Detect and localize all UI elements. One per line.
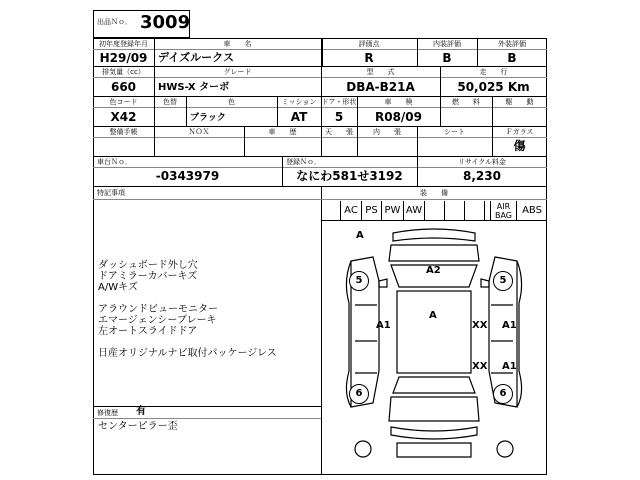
grade-value: HWS-X ターボ — [158, 82, 230, 93]
equip-blank — [321, 201, 341, 220]
first-reg-value: H29/09 — [99, 51, 148, 65]
displacement-label: 排気量（cc） — [102, 68, 145, 76]
interior-score-value: B — [442, 51, 452, 65]
inspection-label: 車 検 — [384, 98, 413, 106]
grade-label: グレード — [223, 68, 252, 76]
front-glass-value: 傷 — [513, 139, 526, 153]
equip-aw: AW — [404, 201, 425, 220]
interior-score-label: 内装評価 — [433, 40, 461, 48]
lower-left-wheel — [355, 441, 371, 457]
model-code-value: DBA-B21A — [346, 80, 415, 94]
repair-history-value: 有 — [136, 406, 146, 417]
rear-lower-outline — [397, 443, 471, 457]
reg-no-value: なにわ581せ3192 — [296, 169, 403, 183]
equip-ac: AC — [341, 201, 362, 220]
exterior-score-label: 外装評価 — [498, 40, 526, 48]
remark-line: エマージェンシーブレーキ — [98, 315, 217, 326]
remark-line: A/Wキズ — [98, 282, 138, 293]
color-value: ブラック — [190, 113, 226, 123]
hood-outline — [389, 245, 479, 261]
front-bumper-outline — [393, 229, 475, 241]
history-label: 車 歴 — [268, 128, 297, 136]
mileage-value: 50,025 Km — [457, 80, 530, 94]
repair-note: センターピラー歪 — [98, 421, 178, 432]
sunroof-label: 天 張 — [325, 128, 353, 136]
car-name-value: デイズルークス — [158, 51, 235, 64]
color-label: 色 — [228, 98, 235, 106]
drive-label: 駆 動 — [505, 98, 534, 106]
damage-right-front-xx: XX — [472, 320, 488, 331]
fuel-label: 燃 料 — [452, 98, 480, 106]
left-mirror — [379, 279, 387, 287]
remark-line: ダッシュボード外し穴 — [98, 260, 198, 271]
car-damage-diagram — [321, 221, 547, 475]
color-code-label: 色コード — [109, 98, 138, 106]
score-value: R — [364, 51, 374, 65]
equipment-label: 装 備 — [420, 189, 448, 197]
equipment-row — [321, 201, 547, 220]
equip-ps: PS — [362, 201, 382, 220]
equip-pw: PW — [382, 201, 404, 220]
remark-line: 日産オリジナルナビ取付パッケージレス — [98, 348, 277, 359]
tire-front-right: 5 — [493, 271, 513, 291]
damage-right-rear-door: A1 — [502, 361, 517, 372]
exterior-score-value: B — [507, 51, 517, 65]
recycle-fee-label: リサイクル料金 — [457, 158, 507, 166]
score-label: 評価点 — [358, 40, 380, 48]
remark-line: 左オートスライドドア — [98, 326, 198, 337]
equip-slot-5 — [425, 201, 445, 220]
repair-history-label: 修復歴 — [97, 409, 118, 417]
nox-label: ＮＯＸ — [188, 128, 210, 136]
door-shape-label: ドア・形状 — [321, 98, 357, 106]
displacement-value: 660 — [110, 80, 137, 94]
lower-right-wheel — [497, 441, 513, 457]
transmission-value: AT — [290, 110, 308, 124]
color-code-value: X42 — [110, 110, 137, 124]
tire-rear-left: 6 — [349, 384, 369, 404]
equip-abs: ABS — [522, 205, 542, 216]
inspection-value: R08/09 — [374, 110, 423, 124]
remark-line: ドアミラーカバーキズ — [98, 271, 198, 282]
recycle-fee-value: 8,230 — [463, 169, 501, 183]
mileage-label: 走 行 — [479, 68, 508, 76]
damage-right-rear-xx: XX — [472, 361, 488, 372]
rear-glass-outline — [393, 377, 475, 393]
interior-trim-label: 内 張 — [373, 128, 401, 136]
roof-outline — [397, 291, 471, 373]
rear-bumper-outline — [391, 427, 477, 439]
car-name-label: 車 名 — [223, 40, 252, 48]
lot-number: 3009 — [140, 12, 191, 33]
seat-label: シート — [444, 128, 465, 136]
remark-line: アラウンドビューモニター — [98, 304, 218, 315]
tire-rear-right: 6 — [493, 384, 513, 404]
equip-airbag — [491, 201, 517, 220]
equip-slot-7 — [465, 201, 485, 220]
damage-left-front-door: A1 — [376, 320, 391, 331]
remarks-label: 特記事項 — [97, 189, 125, 197]
damage-roof: A2 — [426, 265, 441, 276]
maintenance-book-label: 整備手帳 — [109, 128, 138, 136]
equip-airbag-label: AIR BAG — [494, 202, 513, 220]
reg-no-label: 登録Ｎｏ． — [286, 158, 321, 166]
damage-right-front-door: A1 — [502, 320, 517, 331]
model-code-label: 型 式 — [366, 68, 395, 76]
back-door-outline — [389, 397, 479, 421]
tire-front-left: 5 — [349, 271, 369, 291]
right-mirror — [481, 279, 489, 287]
door-shape-value: 5 — [334, 110, 344, 124]
front-glass-label: Ｆガラス — [505, 128, 534, 136]
color-change-label: 色替 — [163, 98, 177, 106]
chassis-value: -0343979 — [155, 169, 220, 183]
transmission-label: ミッション — [281, 98, 317, 106]
chassis-label: 車台Ｎｏ． — [97, 158, 132, 166]
damage-center: A — [429, 310, 437, 321]
equip-slot-6 — [445, 201, 465, 220]
lot-number-label: 出品Ｎｏ． — [97, 18, 132, 26]
damage-front: A — [356, 230, 364, 241]
first-reg-label: 初年度登録年月 — [99, 40, 148, 48]
